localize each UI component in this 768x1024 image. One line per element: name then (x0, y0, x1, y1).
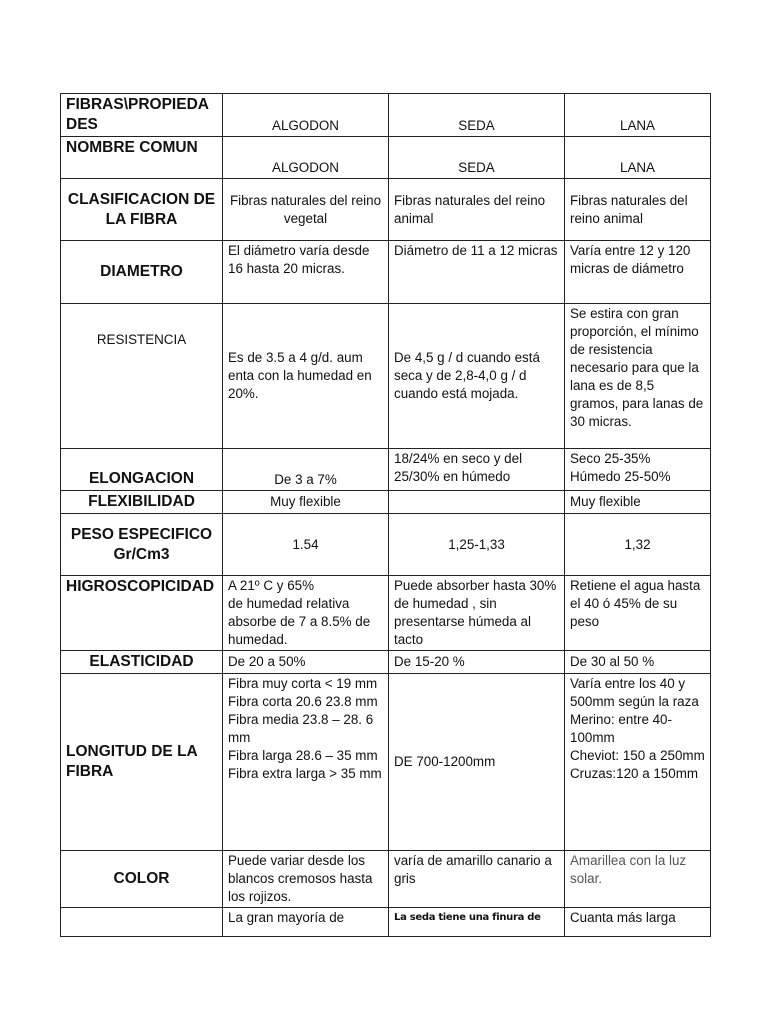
resistencia-algodon: Es de 3.5 a 4 g/d. aum enta con la humedad en 20%. (223, 304, 389, 449)
row-label-nombre-comun: NOMBRE COMUN (61, 137, 223, 179)
table-row (61, 179, 711, 241)
table-row (61, 94, 711, 137)
row-label-peso-especifico: PESO ESPECIFICO Gr/Cm3 (61, 514, 223, 576)
diametro-algodon: El diámetro varía desde 16 hasta 20 micras. (223, 241, 389, 304)
row-label-empty (61, 908, 223, 937)
longitud-lana: Varía entre los 40 y 500mm según la raza Merino: entre 40-100mm Cheviot: 150 a 250mm Cruzas:120 a 150mm (565, 674, 711, 851)
elasticidad-algodon: De 20 a 50% (223, 651, 389, 674)
diametro-seda: Diámetro de 11 a 12 micras (389, 241, 565, 304)
table-row (61, 137, 711, 179)
row-label-clasificacion: CLASIFICACION DE LA FIBRA (61, 179, 223, 241)
clasificacion-algodon: Fibras naturales del reino vegetal (223, 179, 389, 241)
table-row (61, 651, 711, 674)
header-lana: LANA (565, 94, 711, 137)
row-label-diametro: DIAMETRO (61, 241, 223, 304)
peso-especifico-algodon: 1.54 (223, 514, 389, 576)
table-row (61, 304, 711, 449)
nombre-comun-seda: SEDA (389, 137, 565, 179)
last-row-seda: La seda tiene una finura de (389, 908, 565, 937)
last-row-algodon: La gran mayoría de (223, 908, 389, 937)
table-row (61, 851, 711, 908)
row-label-elasticidad: ELASTICIDAD (61, 651, 223, 674)
table-row (61, 449, 711, 491)
resistencia-lana: Se estira con gran proporción, el mínimo de resistencia necesario para que la lana es de 8,5 gramos, para lanas de 30 micras. (565, 304, 711, 449)
row-label-higroscopicidad: HIGROSCOPICIDAD (61, 576, 223, 651)
resistencia-seda: De 4,5 g / d cuando está seca y de 2,8-4,0 g / d cuando está mojada. (389, 304, 565, 449)
elasticidad-seda: De 15-20 % (389, 651, 565, 674)
row-label-fibras-propiedades: FIBRAS\PROPIEDADES (61, 94, 223, 137)
table-row (61, 514, 711, 576)
color-lana: Amarillea con la luz solar. (565, 851, 711, 908)
nombre-comun-lana: LANA (565, 137, 711, 179)
header-algodon: ALGODON (223, 94, 389, 137)
row-label-resistencia: RESISTENCIA (61, 304, 223, 449)
flexibilidad-seda (389, 491, 565, 514)
table-row (61, 674, 711, 851)
clasificacion-seda: Fibras naturales del reino animal (389, 179, 565, 241)
table-row (61, 491, 711, 514)
elongacion-algodon: De 3 a 7% (223, 449, 389, 491)
longitud-seda: DE 700-1200mm (389, 674, 565, 851)
diametro-lana: Varía entre 12 y 120 micras de diámetro (565, 241, 711, 304)
table-row (61, 576, 711, 651)
row-label-elongacion: ELONGACION (61, 449, 223, 491)
longitud-algodon: Fibra muy corta < 19 mm Fibra corta 20.6 23.8 mm Fibra media 23.8 – 28. 6 mm Fibra larga 28.6 – 35 mm Fibra extra larga > 35 mm (223, 674, 389, 851)
row-label-flexibilidad: FLEXIBILIDAD (61, 491, 223, 514)
peso-especifico-lana: 1,32 (565, 514, 711, 576)
higroscopicidad-seda: Puede absorber hasta 30% de humedad , sin presentarse húmeda al tacto (389, 576, 565, 651)
color-seda: varía de amarillo canario a gris (389, 851, 565, 908)
elongacion-seda: 18/24% en seco y del 25/30% en húmedo (389, 449, 565, 491)
nombre-comun-algodon: ALGODON (223, 137, 389, 179)
header-seda: SEDA (389, 94, 565, 137)
clasificacion-lana: Fibras naturales del reino animal (565, 179, 711, 241)
last-row-lana: Cuanta más larga (565, 908, 711, 937)
flexibilidad-algodon: Muy flexible (223, 491, 389, 514)
fiber-properties-table (60, 93, 711, 937)
table-row (61, 908, 711, 937)
flexibilidad-lana: Muy flexible (565, 491, 711, 514)
elasticidad-lana: De 30 al 50 % (565, 651, 711, 674)
higroscopicidad-lana: Retiene el agua hasta el 40 ó 45% de su peso (565, 576, 711, 651)
peso-especifico-seda: 1,25-1,33 (389, 514, 565, 576)
elongacion-lana: Seco 25-35% Húmedo 25-50% (565, 449, 711, 491)
color-algodon: Puede variar desde los blancos cremosos hasta los rojizos. (223, 851, 389, 908)
table-row (61, 241, 711, 304)
higroscopicidad-algodon: A 21º C y 65% de humedad relativa absorbe de 7 a 8.5% de humedad. (223, 576, 389, 651)
row-label-color: COLOR (61, 851, 223, 908)
row-label-longitud: LONGITUD DE LA FIBRA (61, 674, 223, 851)
